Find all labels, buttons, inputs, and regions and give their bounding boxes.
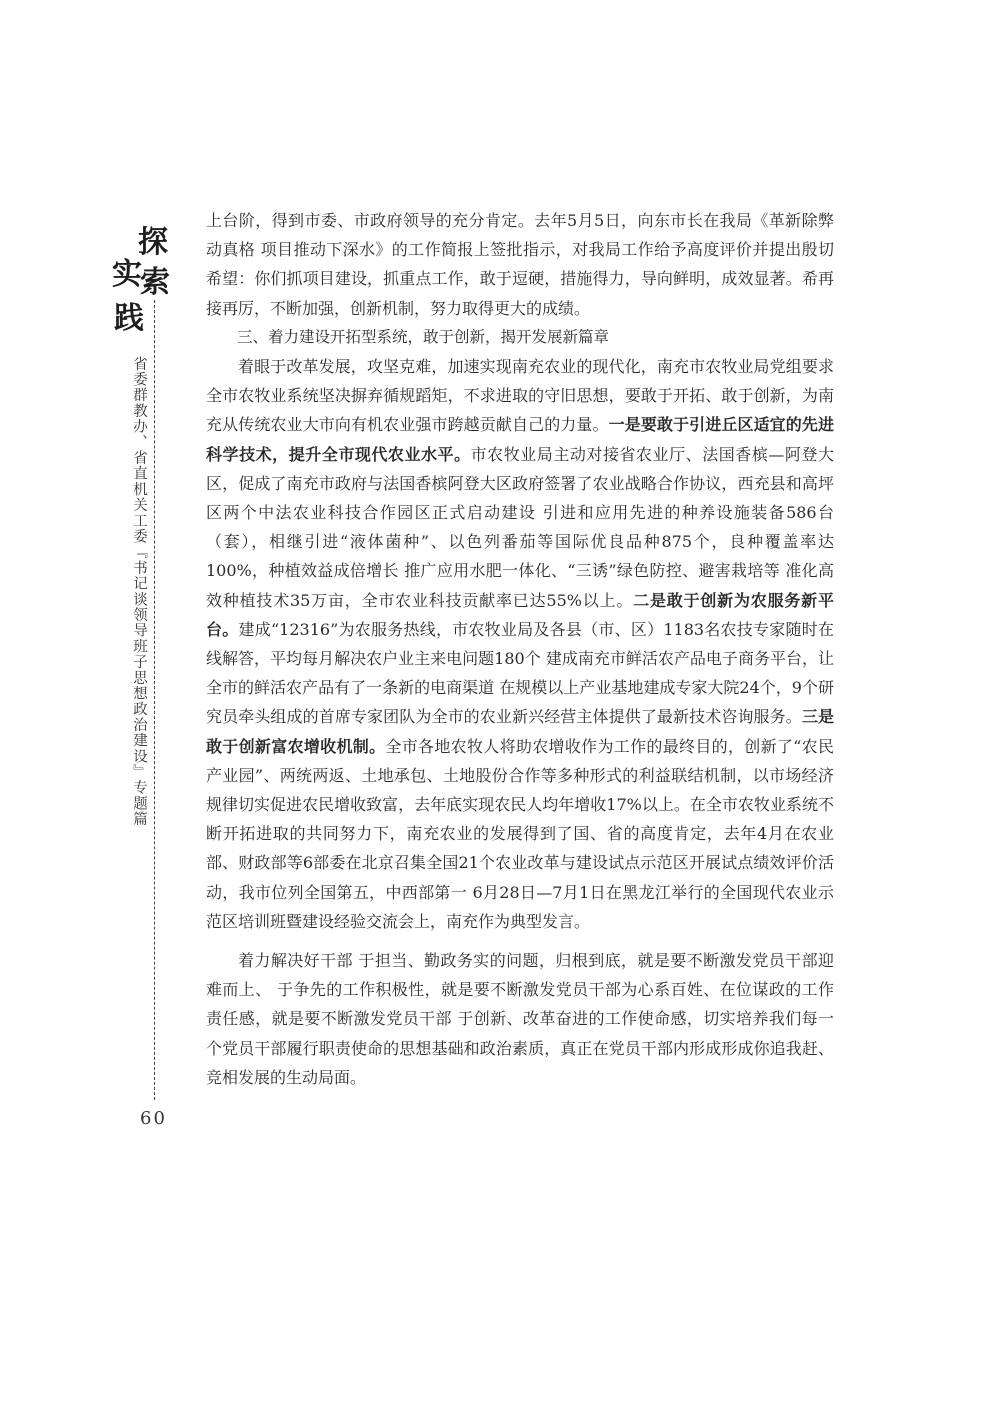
main-text	[206, 206, 834, 1092]
series-logo	[108, 225, 170, 348]
text-run: 市农牧业局主动对接省农业厅、法国香槟—阿登大区，促成了南充市政府与法国香槟阿登大区政府签署了农业战略合作协议，西充县和高坪区两个中法农业科技合作园区正式启动建设 引进和应用先进的种养设施装备586台（套），相继引进“液体菌种”、以色列番茄等国际优良品种875个，良种覆盖率达100%，种植效益成倍增长 推广应用水肥一体化、“三诱”绿色防控、避害栽培等 准化高效种植技术35万亩，全市农业科技贡献率已达55%以上。	[206, 444, 834, 610]
section-heading: 三、着力建设开拓型系统，敢于创新，揭开发展新篇章	[237, 327, 610, 346]
paragraph	[206, 352, 834, 936]
section-title-vertical: 省委群教办、省直机关工委『书记谈领导班子思想政治建设』专题篇	[131, 356, 147, 827]
logo-char: 索	[140, 265, 170, 300]
text-run: 全市各地农牧人将助农增收作为工作的最终目的，创新了“农民产业园”、两统两返、土地承包、土地股份合作等多种形式的利益联结机制，以市场经济规律切实促进农民增收致富，去年底实现农民人均年增收17%以上。在全市农牧业系统不断开拓进取的共同努力下，南充农业的发展得到了国、省的高度肯定，去年4月在农业部、财政部等6部委在北京召集全国21个农业改革与建设试点示范区开展试点绩效评价活动，我市位列全国第五，中西部第一 6月28日—7月1日在黑龙江举行的全国现代农业示范区培训班暨建设经验交流会上，南充作为典型发言。	[206, 736, 834, 931]
bold-point: 一是要敢于引进丘区适宜的先进科学技术，提升全市现代农业水平。	[206, 415, 834, 464]
text-run: 建成“12316”为农服务热线，市农牧业局及各县（市、区）1183名农技专家随时在线解答，平均每月解决农户业主来电问题180个 建成南充市鲜活农产品电子商务平台，让全市的鲜活农产品有了一条新的电商渠道 在规模以上产业基地建成专家大院24个，9个研究员牵头组成的首席专家团队为全市的农业新兴经营主体提供了最新技术咨询服务。	[206, 619, 834, 727]
paragraph: 上台阶，得到市委、市政府领导的充分肯定。去年5月5日，向东市长在我局《革新除弊动真格 项目推动下深水》的工作简报上签批指示，对我局工作给予高度评价并提出殷切希望：你们抓项目建设，抓重点工作，敢于逗硬，措施得力，导向鲜明，成效显著。希再接再厉，不断加强，创新机制，努力取得更大的成绩。	[206, 211, 834, 318]
bold-point: 三是敢于创新富农增收机制。	[206, 707, 834, 756]
logo-char: 探	[138, 225, 168, 260]
logo-char: 实	[112, 257, 142, 292]
logo-char: 践	[114, 301, 144, 336]
dashed-divider	[154, 300, 155, 1100]
page-number: 60	[140, 1108, 167, 1129]
bold-point: 二是敢于创新为农服务新平台。	[206, 590, 834, 639]
paragraph: 着力解决好干部 于担当、勤政务实的问题，归根到底，就是要不断激发党员干部迎难而上、 于争先的工作积极性，就是要不断激发党员干部为心系百姓、在位谋政的工作责任感，就是要不断激发党员干部 于创新、改革奋进的工作使命感，切实培养我们每一个党员干部履行职责使命的思想基础和政治素质，真正在党员干部内形成形成你追我赶、竞相发展的生动局面。	[206, 951, 834, 1087]
text-run: 着眼于改革发展，攻坚克难，加速实现南充农业的现代化，南充市农牧业局党组要求全市农牧业系统坚决摒弃循规蹈矩，不求进取的守旧思想，要敢于开拓、敢于创新，为南充从传统农业大市向有机农业强市跨越贡献自己的力量。	[206, 357, 834, 435]
sidebar	[108, 225, 170, 1128]
